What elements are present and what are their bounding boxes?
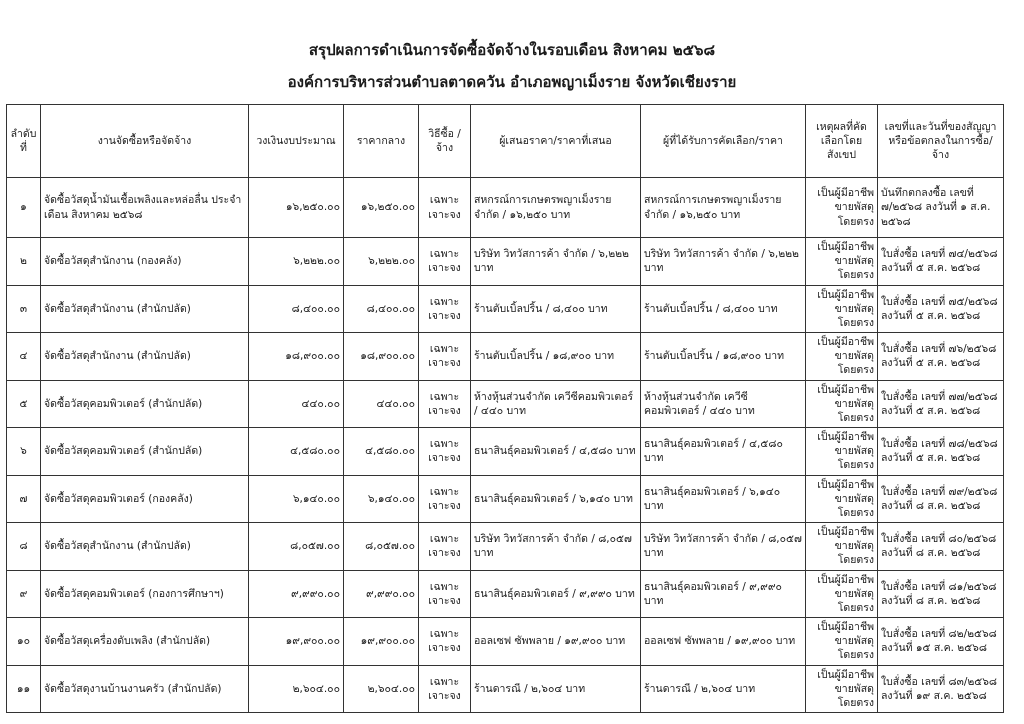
cell-contract: ใบสั่งซื้อ เลขที่ ๘๓/๒๕๖๘ ลงวันที่ ๑๙ ส.ค. ๒๕๖๘ [878,665,1004,713]
cell-winner: บริษัท วิทวัสการค้า จำกัด / ๘,๐๕๗ บาท [641,523,806,571]
cell-method: เฉพาะเจาะจง [419,238,471,286]
cell-no: ๕ [7,380,41,428]
table-row [7,178,1004,238]
cell-contract: ใบสั่งซื้อ เลขที่ ๗๕/๒๕๖๘ ลงวันที่ ๕ ส.ค. ๒๕๖๘ [878,285,1004,333]
cell-contract: ใบสั่งซื้อ เลขที่ ๗๗/๒๕๖๘ ลงวันที่ ๕ ส.ค. ๒๕๖๘ [878,380,1004,428]
cell-work: จัดซื้อวัสดุคอมพิวเตอร์ (สำนักปลัด) [41,380,249,428]
cell-method: เฉพาะเจาะจง [419,428,471,476]
cell-bidders: ธนาสินธุ์คอมพิวเตอร์ / ๔,๕๘๐ บาท [471,428,641,476]
cell-reason: เป็นผู้มีอาชีพขายพัสดุโดยตรง [806,238,878,286]
cell-contract: ใบสั่งซื้อ เลขที่ ๘๐/๒๕๖๘ ลงวันที่ ๘ ส.ค. ๒๕๖๘ [878,523,1004,571]
cell-no: ๙ [7,570,41,618]
header-work: งานจัดซื้อหรือจัดจ้าง [41,105,249,178]
cell-method: เฉพาะเจาะจง [419,665,471,713]
cell-winner: ร้านตับเบิ้ลปริ้น / ๘,๔๐๐ บาท [641,285,806,333]
cell-budget: ๘,๔๐๐.๐๐ [249,285,344,333]
cell-work: จัดซื้อวัสดุคอมพิวเตอร์ (กองคลัง) [41,475,249,523]
cell-bidders: ร้านดารณี / ๒,๖๐๔ บาท [471,665,641,713]
cell-winner: ธนาสินธุ์คอมพิวเตอร์ / ๙,๙๙๐ บาท [641,570,806,618]
table-row [7,618,1004,666]
cell-work: จัดซื้อวัสดุสำนักงาน (สำนักปลัด) [41,333,249,381]
table-row [7,428,1004,476]
cell-winner: ธนาสินธุ์คอมพิวเตอร์ / ๔,๕๘๐ บาท [641,428,806,476]
cell-work: จัดซื้อวัสดุน้ำมันเชื้อเพลิงและหล่อลื่น ประจำเดือน สิงหาคม ๒๕๖๘ [41,178,249,238]
document-subtitle: องค์การบริหารส่วนตำบลตาดควัน อำเภอพญาเม็งราย จังหวัดเชียงราย [287,73,737,91]
table-row [7,380,1004,428]
cell-work: จัดซื้อวัสดุสำนักงาน (สำนักปลัด) [41,523,249,571]
cell-bidders: ธนาสินธุ์คอมพิวเตอร์ / ๖,๑๔๐ บาท [471,475,641,523]
cell-median-price: ๑๖,๒๕๐.๐๐ [344,178,419,238]
document-title: สรุปผลการดำเนินการจัดซื้อจัดจ้างในรอบเดือน สิงหาคม ๒๕๖๘ [308,41,716,59]
cell-contract: ใบสั่งซื้อ เลขที่ ๘๒/๒๕๖๘ ลงวันที่ ๑๕ ส.ค. ๒๕๖๘ [878,618,1004,666]
cell-work: จัดซื้อวัสดุสำนักงาน (สำนักปลัด) [41,285,249,333]
cell-median-price: ๑๘,๙๐๐.๐๐ [344,333,419,381]
cell-reason: เป็นผู้มีอาชีพขายพัสดุโดยตรง [806,333,878,381]
header-winner: ผู้ที่ได้รับการคัดเลือก/ราคา [641,105,806,178]
cell-median-price: ๘,๐๕๗.๐๐ [344,523,419,571]
cell-budget: ๔๔๐.๐๐ [249,380,344,428]
cell-no: ๗ [7,475,41,523]
cell-contract: ใบสั่งซื้อ เลขที่ ๗๔/๒๕๖๘ ลงวันที่ ๕ ส.ค. ๒๕๖๘ [878,238,1004,286]
cell-budget: ๑๙,๙๐๐.๐๐ [249,618,344,666]
cell-contract: บันทึกตกลงซื้อ เลขที่ ๗/๒๕๖๘ ลงวันที่ ๑ ส.ค. ๒๕๖๘ [878,178,1004,238]
cell-bidders: ร้านตับเบิ้ลปริ้น / ๘,๔๐๐ บาท [471,285,641,333]
cell-budget: ๘,๐๕๗.๐๐ [249,523,344,571]
cell-contract: ใบสั่งซื้อ เลขที่ ๗๘/๒๕๖๘ ลงวันที่ ๕ ส.ค. ๒๕๖๘ [878,428,1004,476]
cell-budget: ๖,๑๔๐.๐๐ [249,475,344,523]
table-row [7,665,1004,713]
cell-method: เฉพาะเจาะจง [419,570,471,618]
header-budget: วงเงินงบประมาณ [249,105,344,178]
table-row [7,570,1004,618]
cell-median-price: ๑๙,๙๐๐.๐๐ [344,618,419,666]
cell-method: เฉพาะเจาะจง [419,523,471,571]
header-reason: เหตุผลที่คัดเลือกโดยสังเขป [806,105,878,178]
cell-budget: ๔,๕๘๐.๐๐ [249,428,344,476]
cell-method: เฉพาะเจาะจง [419,178,471,238]
cell-budget: ๑๖,๒๕๐.๐๐ [249,178,344,238]
cell-reason: เป็นผู้มีอาชีพขายพัสดุโดยตรง [806,380,878,428]
cell-bidders: บริษัท วิทวัสการค้า จำกัด / ๘,๐๕๗ บาท [471,523,641,571]
cell-method: เฉพาะเจาะจง [419,475,471,523]
table-row [7,285,1004,333]
cell-budget: ๙,๙๙๐.๐๐ [249,570,344,618]
procurement-table [6,104,1004,713]
cell-work: จัดซื้อวัสดุงานบ้านงานครัว (สำนักปลัด) [41,665,249,713]
cell-reason: เป็นผู้มีอาชีพขายพัสดุโดยตรง [806,570,878,618]
cell-winner: บริษัท วิทวัสการค้า จำกัด / ๖,๒๒๒ บาท [641,238,806,286]
cell-contract: ใบสั่งซื้อ เลขที่ ๗๙/๒๕๖๘ ลงวันที่ ๘ ส.ค. ๒๕๖๘ [878,475,1004,523]
cell-no: ๓ [7,285,41,333]
cell-no: ๑๑ [7,665,41,713]
cell-winner: สหกรณ์การเกษตรพญาเม็งราย จำกัด / ๑๖,๒๕๐ บาท [641,178,806,238]
cell-bidders: ร้านตับเบิ้ลปริ้น / ๑๘,๙๐๐ บาท [471,333,641,381]
header-method: วิธีซื้อ / จ้าง [419,105,471,178]
cell-bidders: สหกรณ์การเกษตรพญาเม็งราย จำกัด / ๑๖,๒๕๐ บาท [471,178,641,238]
cell-no: ๒ [7,238,41,286]
cell-work: จัดซื้อวัสดุคอมพิวเตอร์ (กองการศึกษาฯ) [41,570,249,618]
cell-budget: ๒,๖๐๔.๐๐ [249,665,344,713]
cell-reason: เป็นผู้มีอาชีพขายพัสดุโดยตรง [806,285,878,333]
cell-winner: ร้านดารณี / ๒,๖๐๔ บาท [641,665,806,713]
cell-median-price: ๙,๙๙๐.๐๐ [344,570,419,618]
cell-no: ๑ [7,178,41,238]
cell-budget: ๖,๒๒๒.๐๐ [249,238,344,286]
cell-method: เฉพาะเจาะจง [419,285,471,333]
cell-median-price: ๖,๒๒๒.๐๐ [344,238,419,286]
cell-no: ๑๐ [7,618,41,666]
cell-median-price: ๖,๑๔๐.๐๐ [344,475,419,523]
cell-bidders: ห้างหุ้นส่วนจำกัด เควีซีคอมพิวเตอร์ / ๔๔๐ บาท [471,380,641,428]
cell-reason: เป็นผู้มีอาชีพขายพัสดุโดยตรง [806,178,878,238]
cell-winner: ร้านตับเบิ้ลปริ้น / ๑๘,๙๐๐ บาท [641,333,806,381]
cell-work: จัดซื้อวัสดุคอมพิวเตอร์ (สำนักปลัด) [41,428,249,476]
table-row [7,475,1004,523]
cell-reason: เป็นผู้มีอาชีพขายพัสดุโดยตรง [806,618,878,666]
cell-reason: เป็นผู้มีอาชีพขายพัสดุโดยตรง [806,523,878,571]
cell-no: ๔ [7,333,41,381]
cell-method: เฉพาะเจาะจง [419,380,471,428]
cell-contract: ใบสั่งซื้อ เลขที่ ๘๑/๒๕๖๘ ลงวันที่ ๘ ส.ค. ๒๕๖๘ [878,570,1004,618]
cell-median-price: ๘,๔๐๐.๐๐ [344,285,419,333]
table-row [7,523,1004,571]
cell-method: เฉพาะเจาะจง [419,333,471,381]
cell-bidders: ออลเซฟ ซัพพลาย / ๑๙,๙๐๐ บาท [471,618,641,666]
header-contract: เลขที่และวันที่ของสัญญาหรือข้อตกลงในการซื้อ/จ้าง [878,105,1004,178]
cell-reason: เป็นผู้มีอาชีพขายพัสดุโดยตรง [806,428,878,476]
cell-reason: เป็นผู้มีอาชีพขายพัสดุโดยตรง [806,475,878,523]
cell-winner: ธนาสินธุ์คอมพิวเตอร์ / ๖,๑๔๐ บาท [641,475,806,523]
cell-method: เฉพาะเจาะจง [419,618,471,666]
cell-bidders: บริษัท วิทวัสการค้า จำกัด / ๖,๒๒๒ บาท [471,238,641,286]
cell-work: จัดซื้อวัสดุเครื่องดับเพลิง (สำนักปลัด) [41,618,249,666]
header-bidders: ผู้เสนอราคา/ราคาที่เสนอ [471,105,641,178]
cell-median-price: ๔,๕๘๐.๐๐ [344,428,419,476]
cell-winner: ออลเซฟ ซัพพลาย / ๑๙,๙๐๐ บาท [641,618,806,666]
cell-work: จัดซื้อวัสดุสำนักงาน (กองคลัง) [41,238,249,286]
cell-reason: เป็นผู้มีอาชีพขายพัสดุโดยตรง [806,665,878,713]
table-row [7,333,1004,381]
header-median-price: ราคากลาง [344,105,419,178]
cell-no: ๘ [7,523,41,571]
table-row [7,238,1004,286]
cell-no: ๖ [7,428,41,476]
cell-median-price: ๔๔๐.๐๐ [344,380,419,428]
cell-median-price: ๒,๖๐๔.๐๐ [344,665,419,713]
header-no: ลำดับที่ [7,105,41,178]
cell-winner: ห้างหุ้นส่วนจำกัด เควีซีคอมพิวเตอร์ / ๔๔๐ บาท [641,380,806,428]
cell-contract: ใบสั่งซื้อ เลขที่ ๗๖/๒๕๖๘ ลงวันที่ ๕ ส.ค. ๒๕๖๘ [878,333,1004,381]
cell-bidders: ธนาสินธุ์คอมพิวเตอร์ / ๙,๙๙๐ บาท [471,570,641,618]
header-row [7,105,1004,178]
cell-budget: ๑๘,๙๐๐.๐๐ [249,333,344,381]
